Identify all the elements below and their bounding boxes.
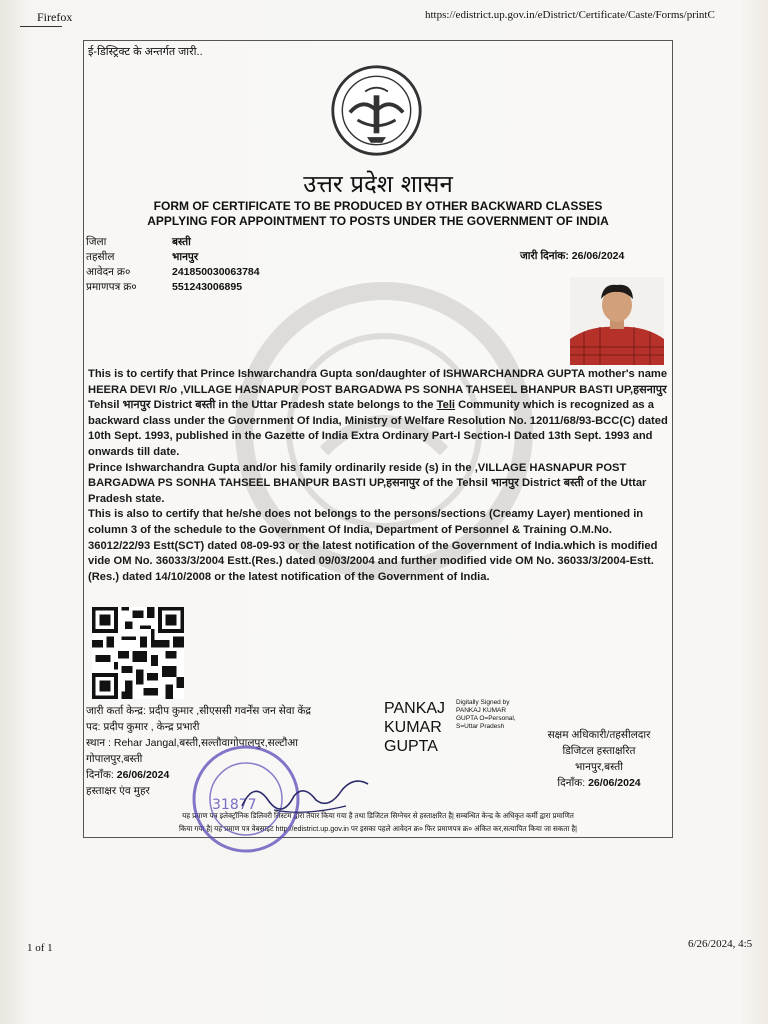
browser-name: Firefox [37, 10, 73, 24]
certificate-body [88, 367, 672, 585]
authority-block [524, 727, 674, 791]
body-paragraph-1 [88, 367, 672, 461]
signer-name-line: PANKAJ [384, 700, 446, 717]
qr-code [89, 607, 187, 699]
digital-line: PANKAJ KUMAR [456, 707, 507, 714]
digital-line: S=Uttar Pradesh [456, 723, 505, 730]
form-title [84, 199, 672, 229]
authority-place: भानपुर,बस्ती [575, 761, 623, 773]
applicant-photo [570, 277, 664, 365]
field-label: आवेदन क्र० [86, 266, 131, 278]
authority-date-value: 26/06/2024 [588, 777, 641, 789]
sign-and-seal: हस्ताक्षर एंव मुहर [86, 785, 150, 797]
body-paragraph-3: This is also to certify that he/she does not belongs to the persons/sections (Creamy Layer) mentioned in column 3 of the schedule to the Government Of India, Department of Personnel & Training O.M.No. 36012/22/93 Estt(SCT) dated 08-09-93 or the latest notification of the Government of India.which is modified vide OM No. 36033/3/2004 Estt.(Res.) dated 09/03/2004 and further modified vide OM No. 36033/3/2004-Estt. (Res.) dated 14/10/2008 or the latest notification of the Government of India. [88, 508, 658, 583]
digital-signature-details [456, 699, 516, 731]
signer-name-line: GUPTA [384, 738, 438, 755]
field-row [86, 235, 260, 250]
field-row [86, 265, 260, 280]
issuer-place-2: गोपालपुर,बस्ती [86, 753, 143, 765]
page-url: https://edistrict.up.gov.in/eDistrict/Certificate/Caste/Forms/printC [425, 9, 715, 21]
field-label: जिला [86, 236, 107, 248]
issuer-designation: पद: प्रदीप कुमार , केन्द्र प्रभारी [86, 721, 200, 733]
issuer-date-value: 26/06/2024 [116, 769, 170, 781]
verification-footnote [84, 809, 672, 835]
field-value: 241850030063784 [172, 266, 260, 278]
certificate-fields [86, 235, 260, 295]
signer-name [384, 699, 445, 756]
authority-digital: डिजिटल हस्ताक्षरित [562, 745, 636, 757]
page-count: 1 of 1 [27, 942, 53, 954]
up-govt-emblem-icon [329, 63, 424, 158]
form-title-line-2: APPLYING FOR APPOINTMENT TO POSTS UNDER THE GOVERNMENT OF INDIA [147, 214, 609, 228]
footnote-line-2: किया गया है| यह प्रमाण पत्र वेबसाइट http://edistrict.up.gov.in पर इसका पहले आवेदन क्र० फिर प्रमाणपत्र क्र० अंकित कर,सत्यापित किया जा सकता है| [178, 824, 578, 833]
government-title: उत्तर प्रदेश शासन [303, 170, 453, 198]
issue-date-label: जारी दिनांक: [520, 250, 569, 262]
handwritten-signature [234, 766, 374, 826]
certificate [83, 40, 673, 838]
authority-title: सक्षम अधिकारी/तहसीलदार [547, 729, 651, 741]
issued-under-text: ई-डिस्ट्रिक्ट के अन्तर्गत जारी.. [88, 46, 203, 58]
field-row [86, 280, 260, 295]
digital-line: Digitally Signed by [456, 699, 510, 706]
issuer-date-label: दिनाँक: [86, 769, 114, 781]
community-name: Teli [436, 399, 456, 412]
field-value: 551243006895 [172, 281, 243, 293]
authority-date-label: दिनाँक: [557, 777, 586, 789]
field-label: तहसील [86, 251, 115, 263]
stamp-number: 31877 [212, 797, 257, 813]
footnote-line-1: यह प्रमाण पत्र इलेक्ट्रॉनिक डिलिवरी सिस्टम द्वारा तैयार किया गया है तथा डिजिटल सिग्नेचर से हस्ताक्षरित है| सम्बन्धित केन्द्र के अधिकृत कर्मी द्वारा प्रमाणित [182, 811, 574, 820]
authority-date [524, 775, 674, 791]
field-label: प्रमाणपत्र क्र० [86, 281, 137, 293]
print-datetime: 6/26/2024, 4:5 [688, 938, 753, 950]
issue-date [520, 249, 624, 263]
body-p1-start: This is to certify that Prince Ishwarchandra Gupta son/daughter of ISHWARCHANDRA GUPTA mother's name HEERA DEVI R/o ,VILLAGE HASNAPUR POST BARGADWA PS SONHA TAHSEEL BHANPUR BASTI UP,हसनापुर Tehsil भानपुर District बस्ती in the Uttar Pradesh state belongs to the [88, 368, 668, 412]
body-paragraph-2: Prince Ishwarchandra Gupta and/or his family ordinarily reside (s) in the ,VILLAGE HASNAPUR POST BARGADWA PS SONHA TAHSEEL BHANPUR BASTI UP,हसनापुर of the Tehsil भानपुर District बस्ती of the Uttar Pradesh state. [88, 461, 647, 505]
field-value: बस्ती [172, 236, 191, 248]
signer-name-line: KUMAR [384, 719, 442, 736]
body-p1-end: Community which is recognized as a backward class under the Government Of India, Ministry of Welfare Resolution No. 12011/68/93-BCC(C) dated 10th Sept. 1993, published in the Gazette of India Extra Ordinary Part-I Section-I Dated 13th Sept. 1993 and onwards till date. [88, 399, 668, 458]
issuer-place: स्थान : Rehar Jangal,बस्ती,सल्तौवागोपालपुर,सल्टौआ [86, 737, 299, 749]
field-value: भानपुर [172, 251, 199, 263]
digital-line: GUPTA O=Personal, [456, 715, 516, 722]
field-row [86, 250, 260, 265]
issuer-kendra: जारी कर्ता केन्द्र: प्रदीप कुमार ,सीएससी गवर्नेंस जन सेवा केंद्र [86, 705, 311, 717]
browser-name-underline [20, 26, 62, 27]
form-title-line-1: FORM OF CERTIFICATE TO BE PRODUCED BY OTHER BACKWARD CLASSES [153, 199, 603, 213]
issue-date-value: 26/06/2024 [571, 250, 625, 262]
